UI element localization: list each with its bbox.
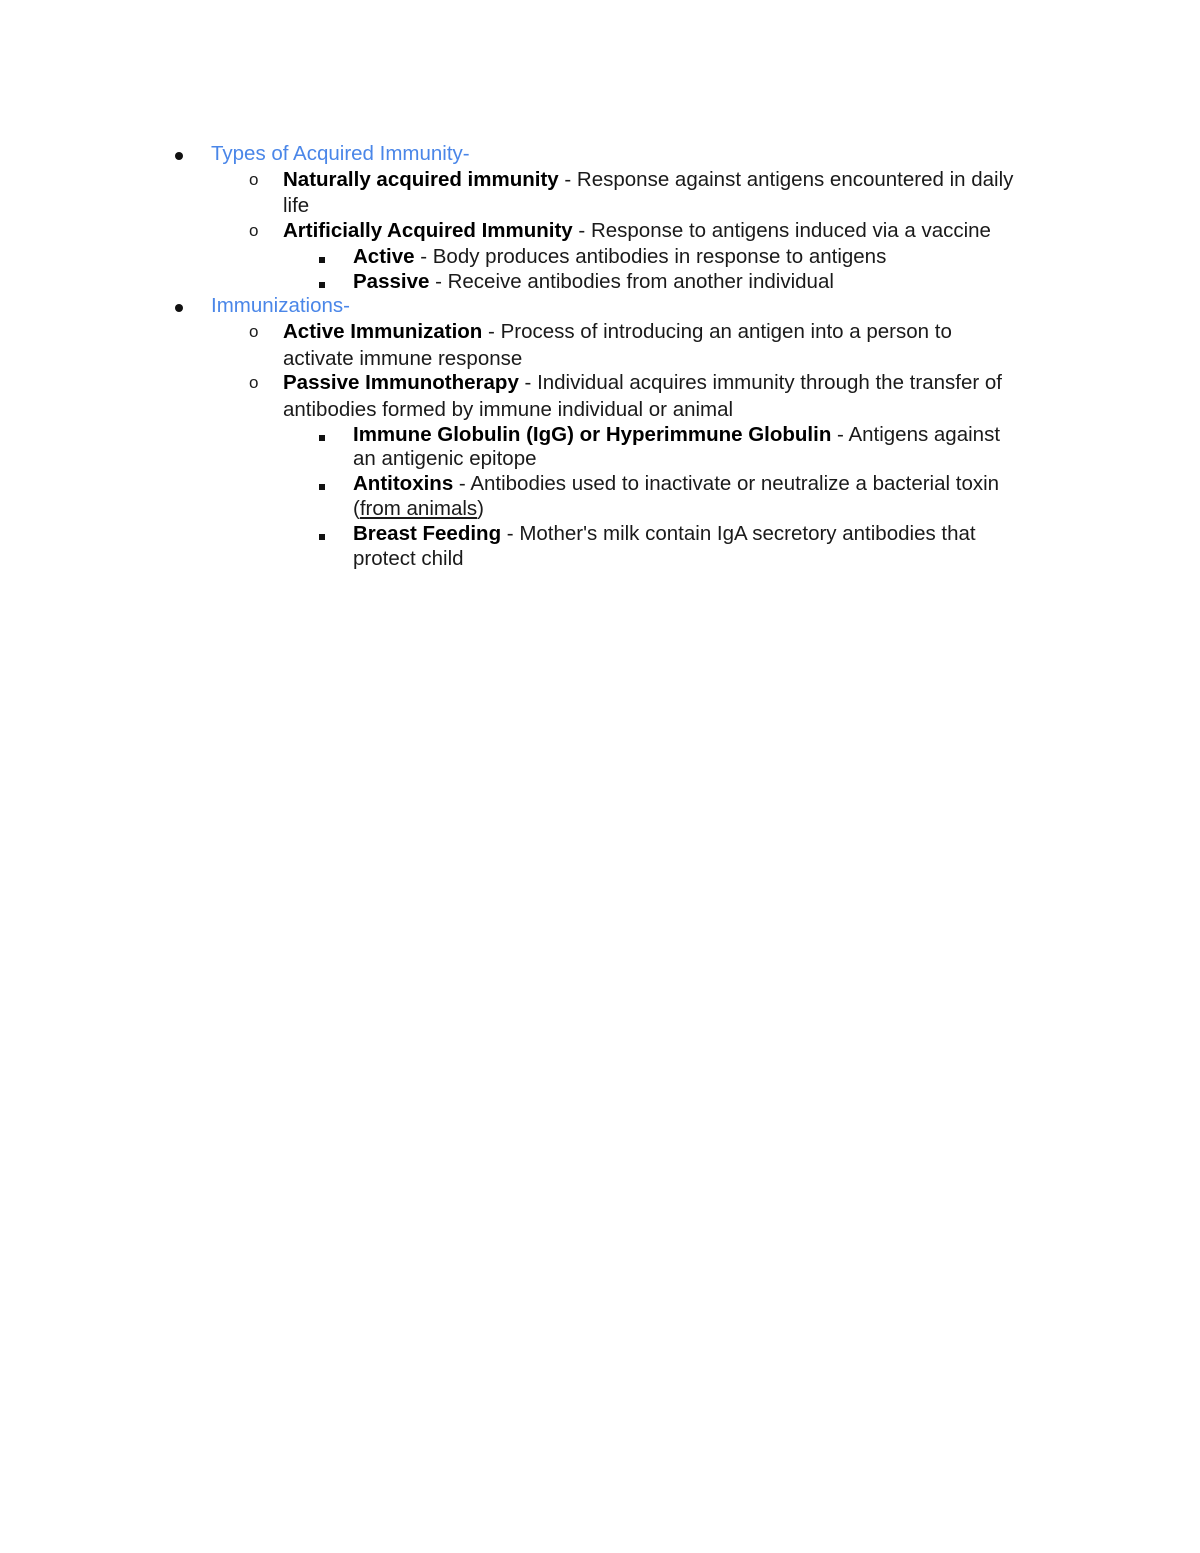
square-bullet-icon — [319, 522, 325, 546]
definition: Antibodies used to inactivate or neutralize a bacterial toxin — [470, 472, 1000, 495]
open-bullet-icon: o — [249, 221, 259, 240]
list-item: Antitoxins - Antibodies used to inactivate or neutralize a bacterial toxin — [353, 472, 1000, 495]
term: Antitoxins — [353, 472, 454, 495]
section-heading: Types of Acquired Immunity- — [211, 142, 470, 165]
definition: Body produces antibodies in response to antigens — [432, 245, 887, 268]
definition-continued: protect child — [353, 547, 464, 570]
definition: Response to antigens induced via a vaccine — [590, 219, 991, 242]
list-item: Artificially Acquired Immunity - Response to antigens induced via a vaccine — [283, 219, 991, 242]
bullet-icon — [175, 294, 183, 318]
definition: Receive antibodies from another individual — [447, 270, 834, 293]
underlined-note: from animals — [359, 497, 478, 520]
definition-continued: antibodies formed by immune individual or animal — [283, 398, 734, 421]
definition-continued: life — [283, 194, 310, 217]
term: Artificially Acquired Immunity — [283, 219, 573, 242]
open-bullet-icon: o — [249, 170, 259, 189]
definition: Process of introducing an antigen into a person to — [500, 320, 952, 343]
term: Passive — [353, 270, 430, 293]
list-item: Passive - Receive antibodies from another individual — [353, 270, 834, 293]
open-bullet-icon: o — [249, 322, 259, 341]
list-item: Passive Immunotherapy - Individual acquires immunity through the transfer of — [283, 371, 1002, 394]
definition: Individual acquires immunity through the transfer of — [537, 371, 1002, 394]
list-item: Breast Feeding - Mother's milk contain IgA secretory antibodies that — [353, 522, 976, 545]
term: Breast Feeding — [353, 522, 502, 545]
term: Active — [353, 245, 415, 268]
definition: Mother's milk contain IgA secretory antibodies that — [519, 522, 976, 545]
term: Passive Immunotherapy — [283, 371, 519, 394]
section-heading: Immunizations- — [211, 294, 350, 317]
square-bullet-icon — [319, 472, 325, 496]
list-item: Active Immunization - Process of introducing an antigen into a person to — [283, 320, 952, 343]
list-item: Immune Globulin (IgG) or Hyperimmune Globulin - Antigens against — [353, 423, 1001, 446]
list-item: Naturally acquired immunity - Response against antigens encountered in daily — [283, 168, 1014, 191]
definition-continued: activate immune response — [283, 347, 523, 370]
term: Immune Globulin (IgG) or Hyperimmune Globulin — [353, 423, 832, 446]
square-bullet-icon — [319, 270, 325, 294]
square-bullet-icon — [319, 423, 325, 447]
term: Naturally acquired immunity — [283, 168, 559, 191]
bullet-icon — [175, 142, 183, 166]
definition-continued: an antigenic epitope — [353, 447, 537, 470]
square-bullet-icon — [319, 245, 325, 269]
term: Active Immunization — [283, 320, 483, 343]
definition: Antigens against — [848, 423, 1001, 446]
definition-continued: (from animals) — [353, 497, 484, 520]
open-bullet-icon: o — [249, 373, 259, 392]
list-item: Active - Body produces antibodies in response to antigens — [353, 245, 887, 268]
definition: Response against antigens encountered in daily — [576, 168, 1014, 191]
